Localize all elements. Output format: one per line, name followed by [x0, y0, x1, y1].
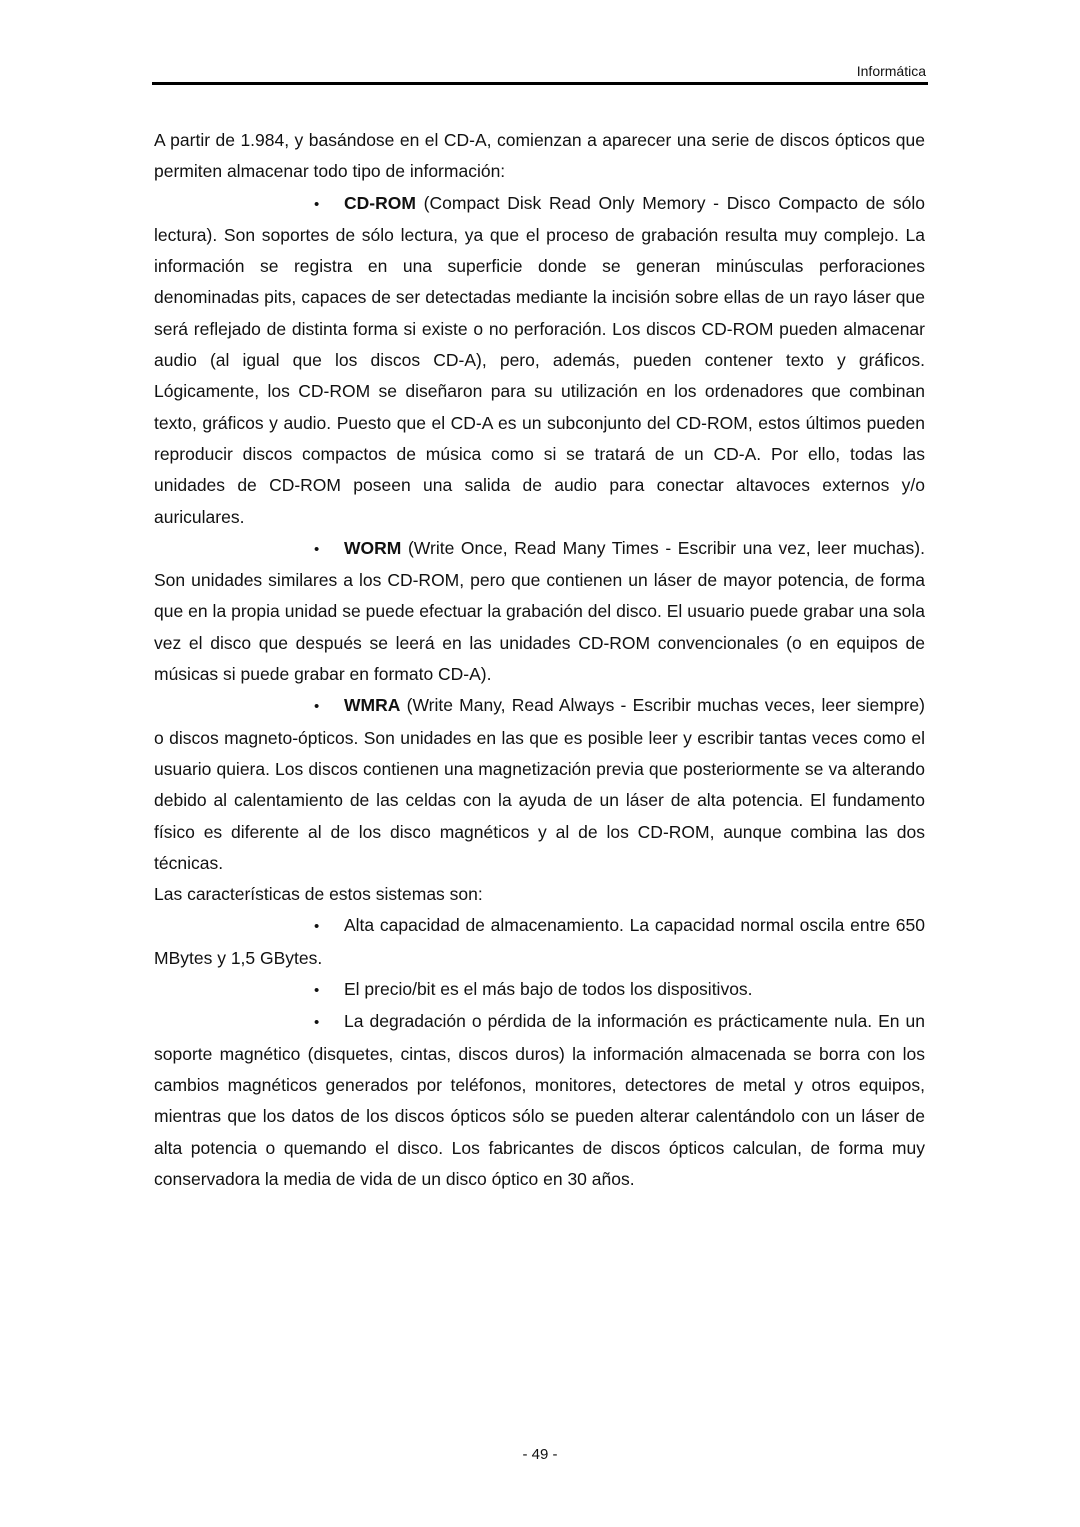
feature-text: Alta capacidad de almacenamiento. La capacidad normal oscila entre 650 MBytes y 1,5 GBytes. — [154, 915, 925, 968]
description-worm: (Write Once, Read Many Times - Escribir una vez, leer muchas). Son unidades similares a los CD-ROM, pero que contienen un láser de mayor potencia, de forma que en la propia unidad se puede efectuar la grabación del disco. El usuario puede grabar una sola vez el disco que después se leerá en las unidades CD-ROM convencionales (o en equipos de músicas si puede grabar en formato CD-A). — [154, 537, 925, 685]
term-worm: WORM — [344, 537, 402, 558]
features-intro: Las características de estos sistemas son: — [154, 884, 483, 905]
page-number: - 49 - — [522, 1446, 558, 1463]
description-wmra: (Write Many, Read Always - Escribir muchas veces, leer siempre) o discos magneto-ópticos. Son unidades en las que es posible leer y escribir tantas veces como el usuario quiera. Los discos contienen una magnetización previa que posteriormente se va alterando debido al calentamiento de las celdas con la ayuda de un láser de alta potencia. El fundamento físico es diferente al de los disco magnéticos y al de los CD-ROM, aunque combina las dos técnicas. — [154, 695, 925, 873]
bullet-icon: • — [314, 195, 320, 213]
feature-item — [154, 974, 925, 1006]
term-cd-rom: CD-ROM — [344, 192, 416, 213]
bullet-icon: • — [314, 540, 320, 558]
page-header-title: Informática — [856, 63, 926, 79]
list-item-wmra — [154, 690, 925, 879]
bullet-icon: • — [314, 918, 320, 936]
document-body — [154, 125, 925, 1195]
feature-text: La degradación o pérdida de la información es prácticamente nula. En un soporte magnético (disquetes, cintas, discos duros) la información almacenada se borra con los cambios magnéticos generados por teléfonos, monitores, detectores de metal y otros equipos, mientras que los datos de los discos ópticos sólo se pueden alterar calentándolo con un láser de alta potencia o quemando el disco. Los fabricantes de discos ópticos calculan, de forma muy conservadora la media de vida de un disco óptico en 30 años. — [154, 1011, 925, 1189]
bullet-icon: • — [314, 982, 320, 1000]
bullet-icon: • — [314, 1014, 320, 1032]
feature-item — [154, 1006, 925, 1195]
description-cd-rom: (Compact Disk Read Only Memory - Disco Compacto de sólo lectura). Son soportes de sólo lectura, ya que el proceso de grabación resulta muy complejo. La información se registra en una superficie donde se generan minúsculas perforaciones denominadas pits, capaces de ser detectadas mediante la incisión sobre ellas de un rayo láser que será reflejado de distinta forma si existe o no perforación. Los discos CD-ROM pueden almacenar audio (al igual que los discos CD-A), pero, además, pueden contener texto y gráficos. Lógicamente, los CD-ROM se diseñaron para su utilización en los ordenadores que combinan texto, gráficos y audio. Puesto que el CD-A es un subconjunto del CD-ROM, estos últimos pueden reproducir discos compactos de música como si se tratará de un CD-A. Por ello, todas las unidades de CD-ROM poseen una salida de audio para conectar altavoces externos y/o auriculares. — [154, 192, 925, 527]
feature-text: El precio/bit es el más bajo de todos los dispositivos. — [344, 979, 753, 1000]
header-rule — [152, 82, 928, 85]
list-item-worm — [154, 533, 925, 690]
intro-paragraph: A partir de 1.984, y basándose en el CD-A, comienzan a aparecer una serie de discos ópticos que permiten almacenar todo tipo de información: — [154, 130, 925, 182]
feature-item — [154, 910, 925, 974]
list-item-cd-rom — [154, 188, 925, 533]
term-wmra: WMRA — [344, 695, 401, 716]
bullet-icon: • — [314, 698, 320, 716]
